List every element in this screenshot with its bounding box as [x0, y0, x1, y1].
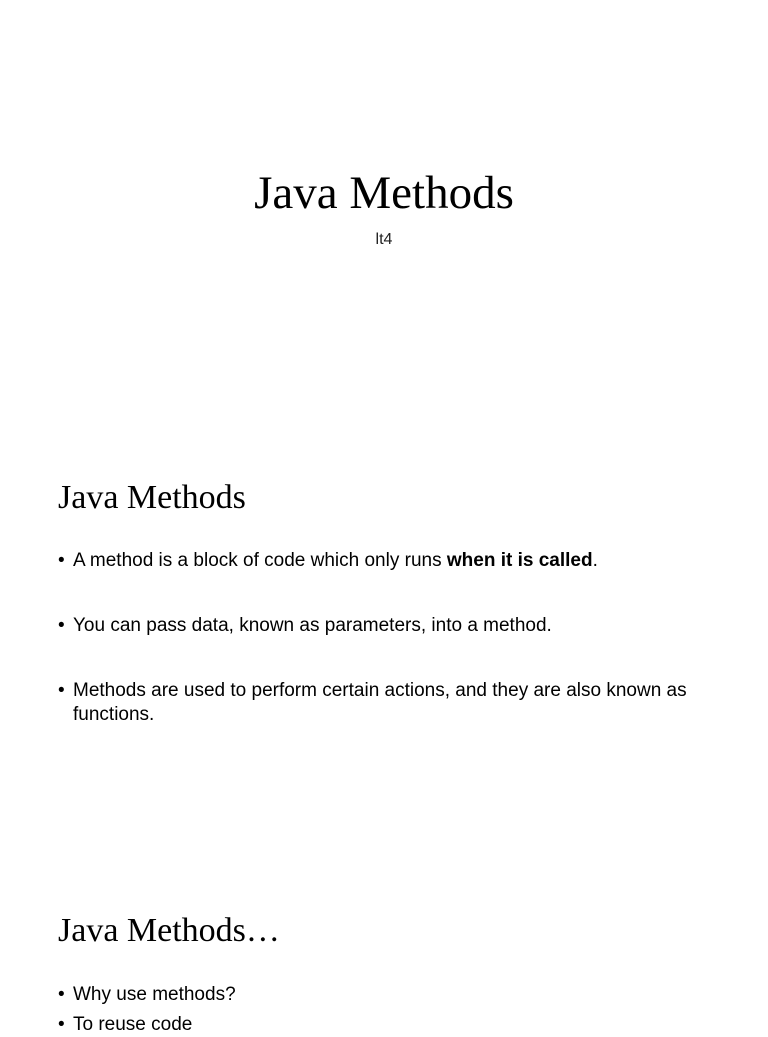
bullet-item — [58, 983, 698, 1007]
bullet-emphasis: when it is called — [446, 550, 593, 571]
presentation-title: Java Methods — [254, 167, 514, 219]
bullet-list — [58, 983, 698, 1037]
bullet-marker: • — [58, 550, 65, 571]
bullet-marker: • — [58, 984, 65, 1005]
bullet-text: You can pass data, known as parameters, into a method. — [73, 615, 552, 636]
slide-heading: Java Methods… — [58, 912, 280, 949]
slide-heading: Java Methods — [58, 479, 246, 516]
bullet-text-end: . — [592, 550, 598, 571]
bullet-text: Methods are used to perform certain actions, and they are also known as functions. — [73, 680, 687, 725]
bullet-marker: • — [58, 615, 65, 636]
bullet-item — [58, 549, 698, 573]
title-slide — [0, 0, 768, 432]
bullet-item — [58, 1013, 698, 1037]
bullet-item — [58, 614, 698, 638]
content-slide-methods-continued — [0, 864, 768, 1035]
bullet-text: Why use methods? — [73, 984, 236, 1005]
bullet-list — [58, 549, 698, 727]
bullet-marker: • — [58, 1014, 65, 1035]
bullet-item — [58, 679, 698, 727]
bullet-text: A method is a block of code which only runs — [73, 550, 447, 571]
content-slide-methods — [0, 432, 768, 864]
presentation-subtitle: lt4 — [375, 231, 393, 248]
bullet-text: To reuse code — [73, 1014, 193, 1035]
bullet-marker: • — [58, 680, 65, 701]
